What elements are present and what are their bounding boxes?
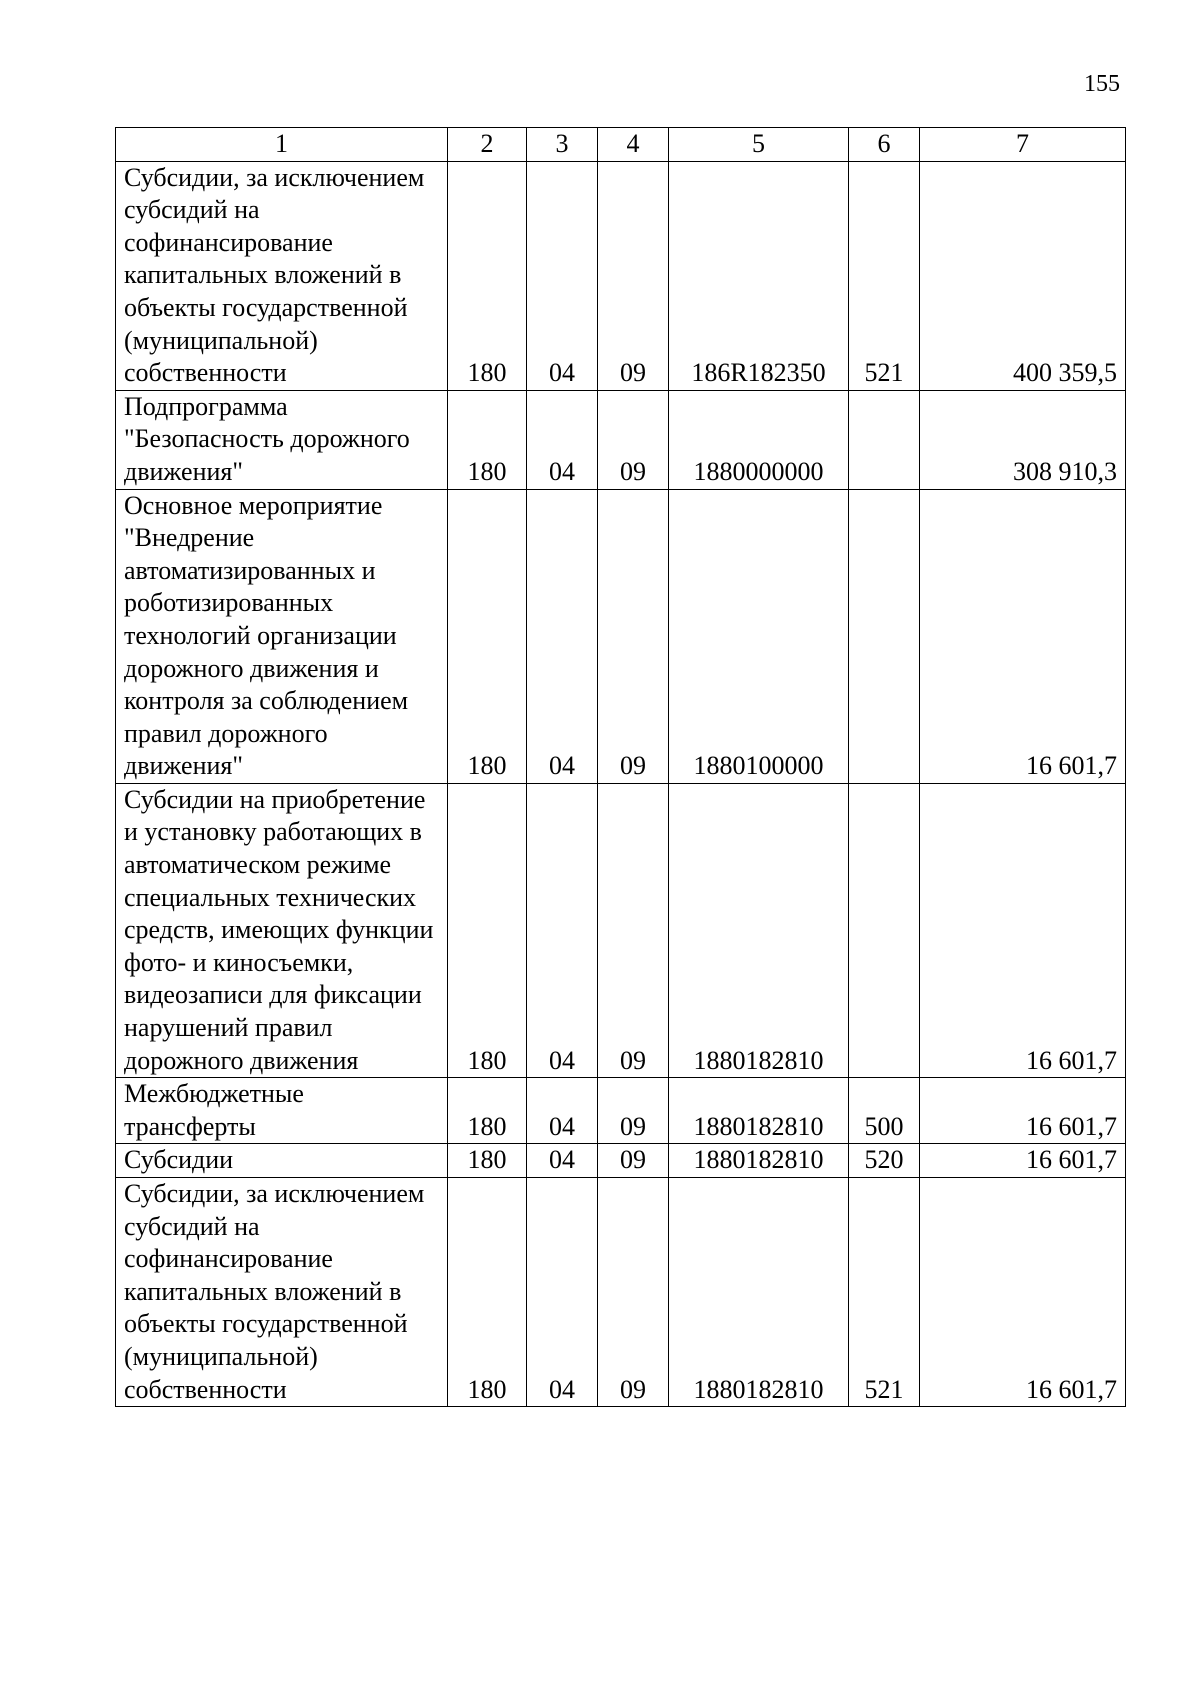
column-header-4: 4 — [598, 128, 669, 162]
row-amount: 16 601,7 — [920, 1178, 1126, 1407]
row-amount: 16 601,7 — [920, 1078, 1126, 1144]
table-row — [116, 1078, 1126, 1144]
table-row — [116, 161, 1126, 390]
row-section: 04 — [527, 390, 598, 489]
row-target-item: 1880000000 — [669, 390, 849, 489]
table-row — [116, 783, 1126, 1077]
table-row — [116, 390, 1126, 489]
row-admin-code: 180 — [448, 1078, 527, 1144]
row-admin-code: 180 — [448, 783, 527, 1077]
row-admin-code: 180 — [448, 1144, 527, 1178]
row-section: 04 — [527, 1144, 598, 1178]
table-row — [116, 489, 1126, 783]
page-number: 155 — [1084, 71, 1120, 97]
row-expense-type — [849, 783, 920, 1077]
row-name: Субсидии на приобретение и установку работающих в автоматическом режиме специальных технических средств, имеющих функции фото- и киносъемки, видеозаписи для фиксации нарушений правил дорожного движения — [116, 783, 448, 1077]
row-subsection: 09 — [598, 390, 669, 489]
row-admin-code: 180 — [448, 390, 527, 489]
row-amount: 400 359,5 — [920, 161, 1126, 390]
row-subsection: 09 — [598, 161, 669, 390]
row-name: Субсидии — [116, 1144, 448, 1178]
column-header-1: 1 — [116, 128, 448, 162]
row-section: 04 — [527, 489, 598, 783]
row-name: Межбюджетные трансферты — [116, 1078, 448, 1144]
row-subsection: 09 — [598, 1178, 669, 1407]
row-section: 04 — [527, 1178, 598, 1407]
row-name: Субсидии, за исключением субсидий на софинансирование капитальных вложений в объекты государственной (муниципальной) собственности — [116, 1178, 448, 1407]
row-name: Основное мероприятие "Внедрение автоматизированных и роботизированных технологий организации дорожного движения и контроля за соблюдением правил дорожного движения" — [116, 489, 448, 783]
column-header-5: 5 — [669, 128, 849, 162]
row-subsection: 09 — [598, 1144, 669, 1178]
row-expense-type: 521 — [849, 161, 920, 390]
row-subsection: 09 — [598, 783, 669, 1077]
row-target-item: 1880182810 — [669, 1178, 849, 1407]
row-admin-code: 180 — [448, 1178, 527, 1407]
row-target-item: 186R182350 — [669, 161, 849, 390]
row-section: 04 — [527, 783, 598, 1077]
table-header-row — [116, 128, 1126, 162]
row-amount: 16 601,7 — [920, 783, 1126, 1077]
row-expense-type — [849, 390, 920, 489]
row-admin-code: 180 — [448, 161, 527, 390]
row-section: 04 — [527, 161, 598, 390]
row-target-item: 1880182810 — [669, 1144, 849, 1178]
row-target-item: 1880182810 — [669, 1078, 849, 1144]
row-target-item: 1880100000 — [669, 489, 849, 783]
row-section: 04 — [527, 1078, 598, 1144]
row-subsection: 09 — [598, 489, 669, 783]
row-expense-type — [849, 489, 920, 783]
table-row — [116, 1144, 1126, 1178]
row-amount: 308 910,3 — [920, 390, 1126, 489]
budget-table — [115, 127, 1126, 1407]
row-expense-type: 521 — [849, 1178, 920, 1407]
row-name: Подпрограмма "Безопасность дорожного движения" — [116, 390, 448, 489]
row-name: Субсидии, за исключением субсидий на софинансирование капитальных вложений в объекты государственной (муниципальной) собственности — [116, 161, 448, 390]
row-subsection: 09 — [598, 1078, 669, 1144]
row-expense-type: 520 — [849, 1144, 920, 1178]
row-target-item: 1880182810 — [669, 783, 849, 1077]
row-admin-code: 180 — [448, 489, 527, 783]
column-header-2: 2 — [448, 128, 527, 162]
table-row — [116, 1178, 1126, 1407]
column-header-7: 7 — [920, 128, 1126, 162]
row-amount: 16 601,7 — [920, 1144, 1126, 1178]
column-header-6: 6 — [849, 128, 920, 162]
row-amount: 16 601,7 — [920, 489, 1126, 783]
row-expense-type: 500 — [849, 1078, 920, 1144]
column-header-3: 3 — [527, 128, 598, 162]
